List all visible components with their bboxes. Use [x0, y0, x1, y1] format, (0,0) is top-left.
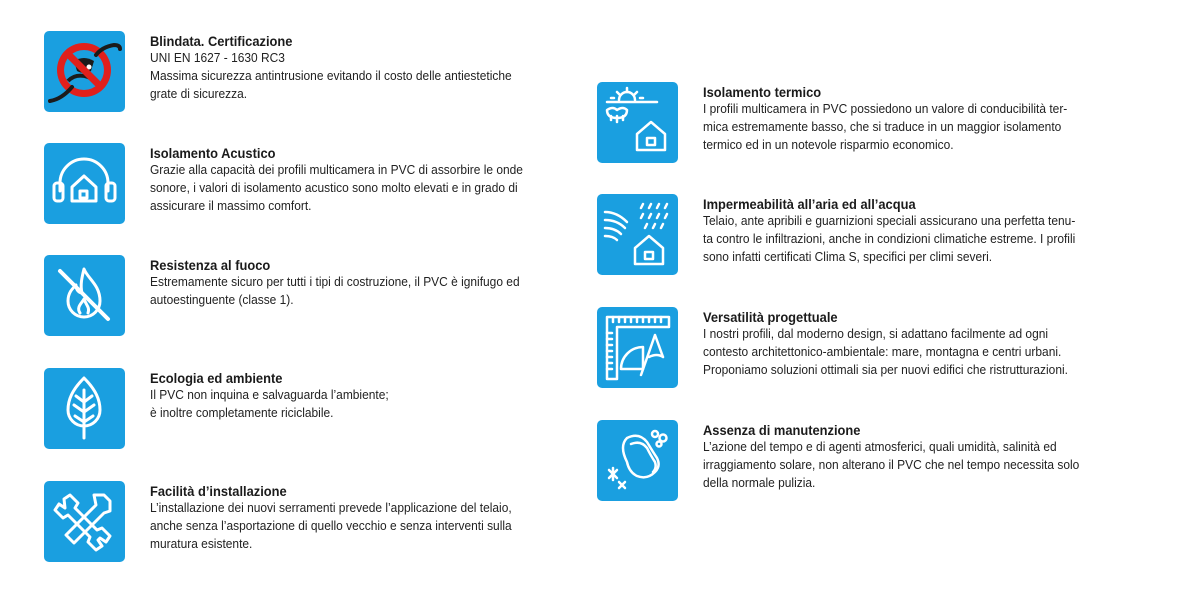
- description-line: Telaio, ante apribili e guarnizioni speciali assicurano una perfetta tenu-: [703, 213, 1076, 228]
- feature-description: [150, 161, 523, 215]
- description-line: muratura esistente.: [150, 536, 253, 551]
- description-line: Il PVC non inquina e salvaguarda l’ambiente;: [150, 387, 389, 402]
- feature-title: Blindata. Certificazione: [150, 33, 293, 49]
- sponge-icon: [597, 420, 678, 501]
- feature-description: [150, 386, 389, 422]
- description-line: UNI EN 1627 - 1630 RC3: [150, 50, 285, 65]
- feature-title: Assenza di manutenzione: [703, 422, 861, 438]
- feature-description: [150, 499, 512, 553]
- description-line: della normale pulizia.: [703, 475, 816, 490]
- description-line: Proponiamo soluzioni ottimali sia per nuovi edifici che ristrutturazioni.: [703, 362, 1068, 377]
- feature-description: [703, 100, 1067, 154]
- description-line: ta contro le infiltrazioni, anche in condizioni climatiche estreme. I profili: [703, 231, 1076, 246]
- feature-title: Resistenza al fuoco: [150, 257, 271, 273]
- no-fire-icon: [44, 255, 125, 336]
- feature-title: Facilità d’installazione: [150, 483, 287, 499]
- description-line: mica estremamente basso, che si traduce in un maggior isolamento: [703, 119, 1062, 134]
- description-line: anche senza l’asportazione di quello vecchio e senza interventi sulla: [150, 518, 512, 533]
- feature-title: Versatilità progettuale: [703, 309, 838, 325]
- feature-description: [150, 49, 512, 103]
- description-line: termico ed in un notevole risparmio economico.: [703, 137, 954, 152]
- description-line: L’installazione dei nuovi serramenti prevede l’applicazione del telaio,: [150, 500, 512, 515]
- feature-title: Isolamento Acustico: [150, 145, 276, 161]
- description-line: Massima sicurezza antintrusione evitando il costo delle antiestetiche: [150, 68, 512, 83]
- feature-title: Ecologia ed ambiente: [150, 370, 283, 386]
- feature-title: Isolamento termico: [703, 84, 822, 100]
- feature-description: [703, 438, 1079, 492]
- description-line: Estremamente sicuro per tutti i tipi di costruzione, il PVC è ignifugo ed: [150, 274, 520, 289]
- description-line: Grazie alla capacità dei profili multicamera in PVC di assorbire le onde: [150, 162, 523, 177]
- feature-description: [150, 273, 520, 309]
- description-line: autoestinguente (classe 1).: [150, 292, 294, 307]
- feature-description: [703, 325, 1068, 379]
- feature-description: [703, 212, 1075, 266]
- description-line: contesto architettonico-ambientale: mare, montagna e centri urbani.: [703, 344, 1062, 359]
- security-no-thief-icon: [44, 31, 125, 112]
- design-tools-icon: [597, 307, 678, 388]
- description-line: grate di sicurezza.: [150, 86, 248, 101]
- description-line: assicurare il massimo comfort.: [150, 198, 312, 213]
- wind-rain-house-icon: [597, 194, 678, 275]
- description-line: sono infatti certificati Clima S, specifici per climi severi.: [703, 249, 993, 264]
- tools-icon: [44, 481, 125, 562]
- description-line: irraggiamento solare, non alterano il PVC che nel tempo necessita solo: [703, 457, 1080, 472]
- acoustic-headphones-house-icon: [44, 143, 125, 224]
- thermal-sun-snow-house-icon: [597, 82, 678, 163]
- description-line: I nostri profili, dal moderno design, si adattano facilmente ad ogni: [703, 326, 1049, 341]
- feature-title: Impermeabilità all’aria ed all’acqua: [703, 196, 916, 212]
- description-line: sonore, i valori di isolamento acustico sono molto elevati e in grado di: [150, 180, 518, 195]
- description-line: è inoltre completamente riciclabile.: [150, 405, 334, 420]
- leaf-icon: [44, 368, 125, 449]
- description-line: I profili multicamera in PVC possiedono un valore di conducibilità ter-: [703, 101, 1068, 116]
- description-line: L’azione del tempo e di agenti atmosferici, quali umidità, salinità ed: [703, 439, 1057, 454]
